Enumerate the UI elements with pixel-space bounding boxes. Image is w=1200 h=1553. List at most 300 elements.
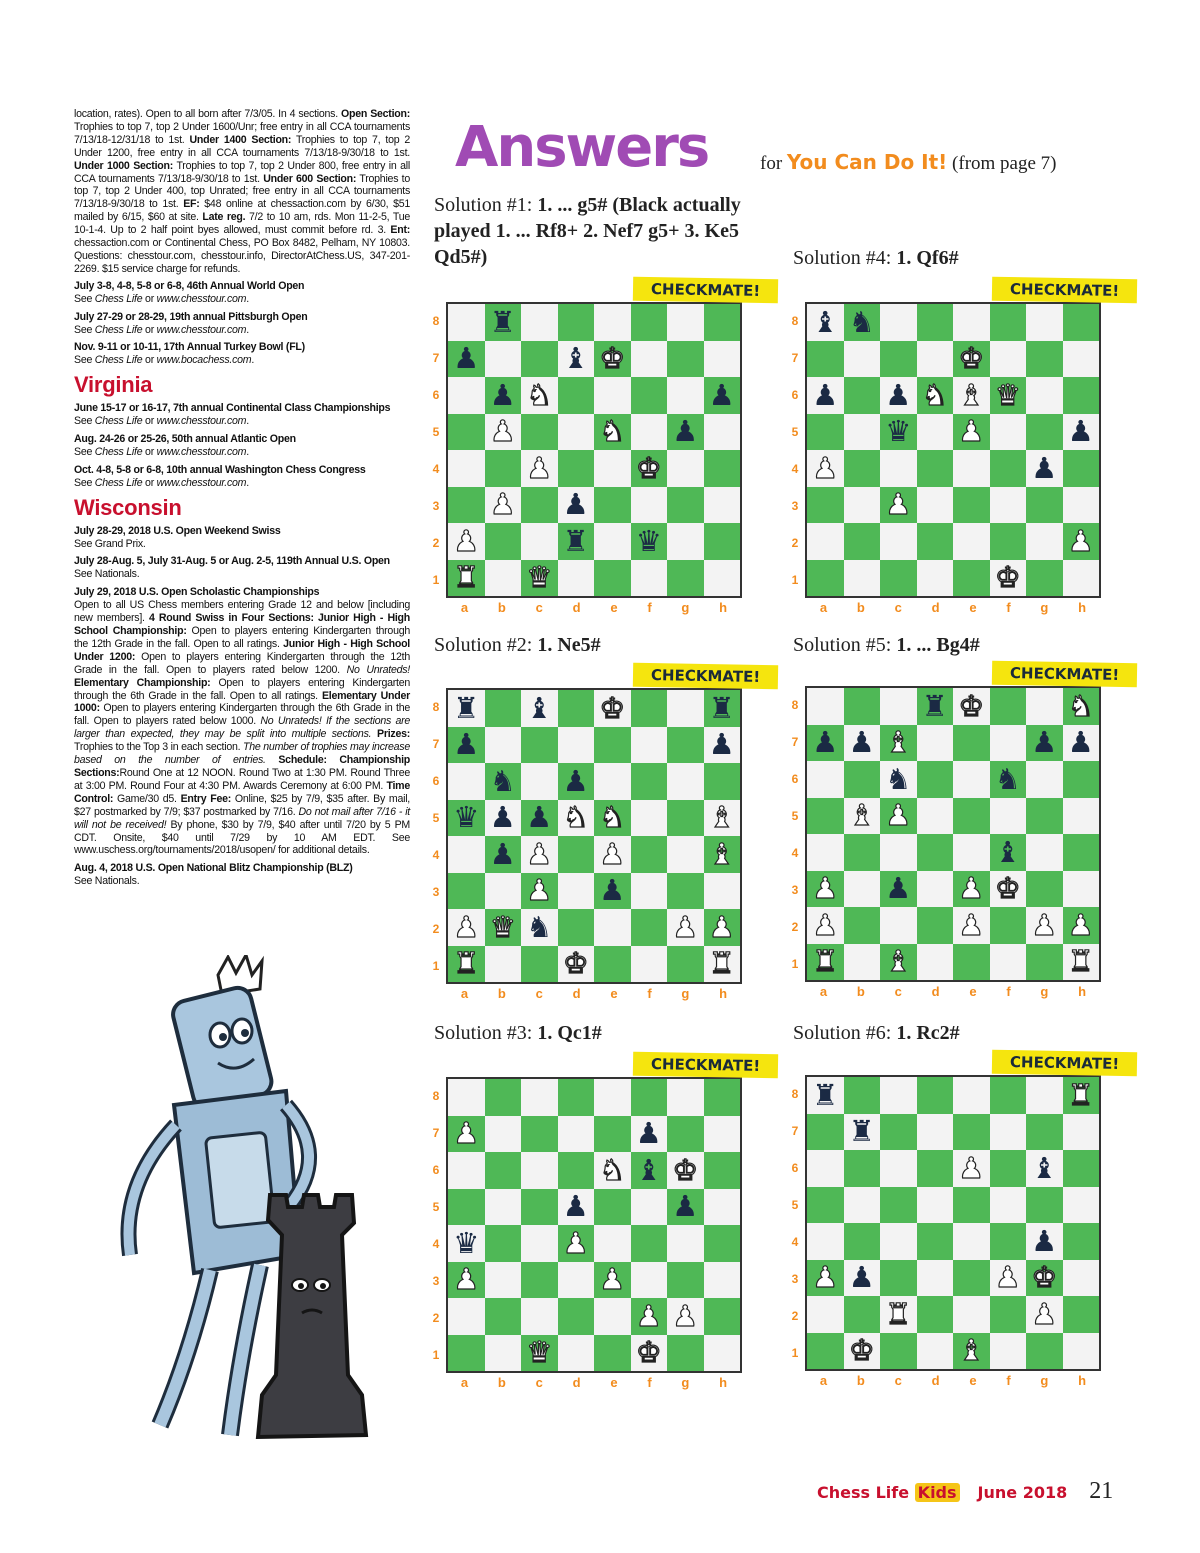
square-e3 bbox=[594, 487, 631, 524]
black-rook-icon: ♜ bbox=[562, 523, 589, 558]
square-f1 bbox=[631, 946, 668, 983]
square-h5 bbox=[704, 1189, 741, 1226]
square-f7 bbox=[631, 727, 668, 764]
square-g6 bbox=[1026, 761, 1063, 798]
square-g5 bbox=[667, 800, 704, 837]
square-h4 bbox=[704, 836, 741, 873]
square-f8 bbox=[990, 688, 1027, 725]
white-pawn-icon: ♟ bbox=[489, 414, 516, 449]
chess-board bbox=[432, 666, 774, 1008]
square-e1 bbox=[953, 944, 990, 981]
black-knight-icon: ♞ bbox=[526, 909, 553, 944]
square-a7 bbox=[807, 341, 844, 378]
square-b3 bbox=[844, 871, 881, 908]
square-a6 bbox=[807, 761, 844, 798]
square-b2 bbox=[485, 909, 522, 946]
square-d2 bbox=[558, 523, 595, 560]
square-c6 bbox=[880, 1150, 917, 1187]
square-c3 bbox=[521, 1262, 558, 1299]
square-a5 bbox=[807, 414, 844, 451]
black-pawn-icon: ♟ bbox=[812, 725, 839, 760]
rank-label: 2 bbox=[432, 921, 440, 936]
square-g2 bbox=[667, 1298, 704, 1335]
white-knight-icon: ♞ bbox=[1067, 688, 1094, 723]
rank-label: 4 bbox=[791, 845, 799, 860]
rank-label: 4 bbox=[432, 461, 440, 476]
file-labels bbox=[805, 600, 1101, 615]
square-f5 bbox=[990, 1187, 1027, 1224]
square-d4 bbox=[558, 836, 595, 873]
square-d4 bbox=[558, 450, 595, 487]
square-c2 bbox=[521, 523, 558, 560]
file-labels bbox=[805, 984, 1101, 999]
checkmate-banner: CHECKMATE! bbox=[633, 277, 779, 304]
square-d6 bbox=[558, 377, 595, 414]
rank-label: 5 bbox=[791, 1197, 799, 1212]
file-label: f bbox=[647, 986, 652, 1001]
square-g8 bbox=[667, 304, 704, 341]
black-pawn-icon: ♟ bbox=[526, 800, 553, 835]
white-pawn-icon: ♟ bbox=[958, 414, 985, 449]
board-grid bbox=[805, 686, 1101, 982]
square-c2 bbox=[880, 523, 917, 560]
white-bishop-icon: ♝ bbox=[885, 944, 912, 979]
white-pawn-icon: ♟ bbox=[489, 487, 516, 522]
square-f5 bbox=[631, 800, 668, 837]
square-a8 bbox=[448, 690, 485, 727]
white-pawn-icon: ♟ bbox=[453, 523, 480, 558]
file-label: g bbox=[681, 600, 690, 615]
white-pawn-icon: ♟ bbox=[526, 836, 553, 871]
rank-label: 5 bbox=[432, 1199, 440, 1214]
square-f1 bbox=[990, 1333, 1027, 1370]
square-d3 bbox=[917, 871, 954, 908]
white-bishop-icon: ♝ bbox=[848, 798, 875, 833]
black-pawn-icon: ♟ bbox=[672, 414, 699, 449]
file-label: c bbox=[894, 984, 902, 999]
square-d1 bbox=[558, 1335, 595, 1372]
square-c7 bbox=[880, 725, 917, 762]
chess-board bbox=[432, 1055, 774, 1397]
square-a8 bbox=[807, 304, 844, 341]
solution-caption: Solution #1: 1. ... g5# (Black actually played 1. ... Rf8+ 2. Nef7 g5+ 3. Ke5 Qd5#) bbox=[434, 194, 741, 268]
kids-badge: Kids bbox=[915, 1483, 960, 1502]
square-b4 bbox=[485, 1225, 522, 1262]
square-b6 bbox=[844, 377, 881, 414]
square-b5 bbox=[485, 1189, 522, 1226]
square-e8 bbox=[953, 1077, 990, 1114]
square-g4 bbox=[667, 1225, 704, 1262]
square-f4 bbox=[990, 1223, 1027, 1260]
page-title: Answers bbox=[455, 115, 709, 180]
file-label: c bbox=[535, 986, 543, 1001]
square-e6 bbox=[594, 1152, 631, 1189]
file-label: f bbox=[1006, 1373, 1011, 1388]
state-heading-wisconsin: Wisconsin bbox=[74, 494, 182, 520]
rank-label: 4 bbox=[791, 1234, 799, 1249]
square-f4 bbox=[631, 450, 668, 487]
square-b7 bbox=[844, 725, 881, 762]
square-b8 bbox=[844, 688, 881, 725]
square-c7 bbox=[521, 1116, 558, 1153]
square-e3 bbox=[953, 871, 990, 908]
rank-label: 6 bbox=[791, 771, 799, 786]
square-g5 bbox=[1026, 414, 1063, 451]
page-subtitle: for You Can Do It! (from page 7) bbox=[760, 150, 1057, 174]
square-c7 bbox=[521, 727, 558, 764]
white-pawn-icon: ♟ bbox=[708, 909, 735, 944]
square-f3 bbox=[990, 871, 1027, 908]
square-c1 bbox=[880, 944, 917, 981]
rank-label: 1 bbox=[432, 572, 440, 587]
square-c6 bbox=[521, 377, 558, 414]
square-g2 bbox=[667, 523, 704, 560]
rank-label: 3 bbox=[791, 882, 799, 897]
square-d1 bbox=[558, 946, 595, 983]
rank-labels bbox=[789, 302, 801, 598]
file-label: h bbox=[1078, 600, 1087, 615]
black-pawn-icon: ♟ bbox=[1031, 725, 1058, 760]
square-a4 bbox=[448, 450, 485, 487]
black-pawn-icon: ♟ bbox=[1031, 450, 1058, 485]
black-knight-icon: ♞ bbox=[885, 761, 912, 796]
square-a5 bbox=[448, 414, 485, 451]
black-pawn-icon: ♟ bbox=[453, 341, 480, 376]
file-label: a bbox=[819, 1373, 828, 1388]
black-pawn-icon: ♟ bbox=[562, 1189, 589, 1224]
rank-label: 2 bbox=[432, 1310, 440, 1325]
square-f7 bbox=[631, 341, 668, 378]
square-a4 bbox=[448, 1225, 485, 1262]
square-c2 bbox=[880, 907, 917, 944]
black-queen-icon: ♛ bbox=[453, 1225, 480, 1260]
square-a5 bbox=[448, 800, 485, 837]
square-g8 bbox=[667, 1079, 704, 1116]
file-label: h bbox=[1078, 1373, 1087, 1388]
square-d1 bbox=[558, 560, 595, 597]
square-e8 bbox=[594, 304, 631, 341]
black-rook-icon: ♜ bbox=[453, 690, 480, 725]
black-pawn-icon: ♟ bbox=[599, 873, 626, 908]
file-label: g bbox=[681, 1375, 690, 1390]
square-b8 bbox=[844, 304, 881, 341]
file-label: b bbox=[856, 1373, 865, 1388]
white-knight-icon: ♞ bbox=[921, 377, 948, 412]
file-label: c bbox=[535, 600, 543, 615]
square-h3 bbox=[704, 873, 741, 910]
square-a3 bbox=[807, 871, 844, 908]
rank-label: 5 bbox=[432, 810, 440, 825]
square-c4 bbox=[880, 1223, 917, 1260]
rank-label: 7 bbox=[791, 734, 799, 749]
black-pawn-icon: ♟ bbox=[1031, 1223, 1058, 1258]
square-d6 bbox=[917, 761, 954, 798]
rank-label: 6 bbox=[432, 1162, 440, 1177]
square-f4 bbox=[631, 1225, 668, 1262]
square-g4 bbox=[1026, 450, 1063, 487]
black-bishop-icon: ♝ bbox=[635, 1152, 662, 1187]
square-e4 bbox=[953, 1223, 990, 1260]
square-h4 bbox=[704, 1225, 741, 1262]
white-king-icon: ♚ bbox=[958, 688, 985, 723]
white-pawn-icon: ♟ bbox=[1067, 523, 1094, 558]
square-f8 bbox=[990, 1077, 1027, 1114]
square-f1 bbox=[631, 560, 668, 597]
square-a4 bbox=[807, 450, 844, 487]
square-g5 bbox=[667, 414, 704, 451]
square-b3 bbox=[485, 1262, 522, 1299]
rank-labels bbox=[430, 1077, 442, 1373]
file-label: h bbox=[1078, 984, 1087, 999]
file-label: d bbox=[572, 986, 581, 1001]
square-h1 bbox=[1063, 1333, 1100, 1370]
file-labels bbox=[446, 986, 742, 1001]
square-d7 bbox=[917, 1114, 954, 1151]
solution-caption: Solution #4: 1. Qf6# bbox=[793, 247, 959, 269]
rank-label: 7 bbox=[791, 350, 799, 365]
event-listings bbox=[74, 108, 410, 893]
square-e7 bbox=[953, 725, 990, 762]
black-pawn-icon: ♟ bbox=[562, 487, 589, 522]
square-h3 bbox=[1063, 1260, 1100, 1297]
rank-label: 1 bbox=[432, 958, 440, 973]
black-queen-icon: ♛ bbox=[885, 414, 912, 449]
rank-label: 4 bbox=[432, 1236, 440, 1251]
square-c1 bbox=[521, 560, 558, 597]
white-pawn-icon: ♟ bbox=[1031, 1296, 1058, 1331]
black-knight-icon: ♞ bbox=[994, 761, 1021, 796]
square-a5 bbox=[807, 798, 844, 835]
square-g6 bbox=[667, 377, 704, 414]
square-d7 bbox=[558, 727, 595, 764]
file-label: b bbox=[497, 1375, 506, 1390]
rank-label: 2 bbox=[432, 535, 440, 550]
square-d3 bbox=[558, 873, 595, 910]
square-f5 bbox=[631, 1189, 668, 1226]
square-e6 bbox=[953, 1150, 990, 1187]
square-f2 bbox=[990, 907, 1027, 944]
black-knight-icon: ♞ bbox=[848, 304, 875, 339]
white-rook-icon: ♜ bbox=[1067, 944, 1094, 979]
file-label: a bbox=[819, 600, 828, 615]
square-a1 bbox=[807, 944, 844, 981]
square-g6 bbox=[1026, 1150, 1063, 1187]
white-rook-icon: ♜ bbox=[885, 1296, 912, 1331]
rank-label: 5 bbox=[432, 424, 440, 439]
square-a7 bbox=[448, 727, 485, 764]
file-label: b bbox=[497, 986, 506, 1001]
square-c3 bbox=[880, 1260, 917, 1297]
square-e2 bbox=[953, 1296, 990, 1333]
square-h4 bbox=[1063, 1223, 1100, 1260]
square-g8 bbox=[1026, 304, 1063, 341]
square-g5 bbox=[1026, 1187, 1063, 1224]
rank-label: 3 bbox=[432, 1273, 440, 1288]
square-b8 bbox=[485, 304, 522, 341]
file-label: c bbox=[535, 1375, 543, 1390]
board-grid bbox=[446, 688, 742, 984]
white-pawn-icon: ♟ bbox=[672, 1298, 699, 1333]
rank-label: 6 bbox=[791, 387, 799, 402]
square-h5 bbox=[1063, 1187, 1100, 1224]
square-g3 bbox=[1026, 871, 1063, 908]
rank-labels bbox=[789, 686, 801, 982]
square-e7 bbox=[594, 341, 631, 378]
rank-label: 1 bbox=[791, 572, 799, 587]
black-bishop-icon: ♝ bbox=[1031, 1150, 1058, 1185]
white-queen-icon: ♛ bbox=[526, 560, 553, 595]
square-h3 bbox=[1063, 487, 1100, 524]
square-a1 bbox=[448, 1335, 485, 1372]
square-c8 bbox=[521, 1079, 558, 1116]
white-king-icon: ♚ bbox=[599, 690, 626, 725]
square-d2 bbox=[917, 1296, 954, 1333]
page-footer: Chess Life Kids June 2018 21 bbox=[817, 1478, 1114, 1504]
you-can-do-it-label: You Can Do It! bbox=[786, 150, 948, 174]
square-d4 bbox=[917, 1223, 954, 1260]
square-f2 bbox=[990, 523, 1027, 560]
rank-label: 4 bbox=[432, 847, 440, 862]
square-h4 bbox=[704, 450, 741, 487]
square-g1 bbox=[667, 1335, 704, 1372]
square-b5 bbox=[844, 1187, 881, 1224]
square-g5 bbox=[1026, 798, 1063, 835]
white-bishop-icon: ♝ bbox=[958, 377, 985, 412]
square-a4 bbox=[807, 1223, 844, 1260]
square-h8 bbox=[704, 1079, 741, 1116]
square-a2 bbox=[448, 1298, 485, 1335]
file-label: e bbox=[610, 600, 618, 615]
square-h3 bbox=[704, 1262, 741, 1299]
square-f3 bbox=[631, 487, 668, 524]
white-knight-icon: ♞ bbox=[599, 414, 626, 449]
square-a6 bbox=[448, 377, 485, 414]
square-a6 bbox=[807, 1150, 844, 1187]
square-h5 bbox=[1063, 414, 1100, 451]
board-grid bbox=[805, 302, 1101, 598]
square-h2 bbox=[1063, 523, 1100, 560]
square-c6 bbox=[521, 763, 558, 800]
square-b2 bbox=[485, 1298, 522, 1335]
square-g4 bbox=[1026, 834, 1063, 871]
square-a5 bbox=[448, 1189, 485, 1226]
square-c8 bbox=[521, 690, 558, 727]
chess-board bbox=[791, 664, 1133, 1006]
square-a5 bbox=[807, 1187, 844, 1224]
white-king-icon: ♚ bbox=[958, 341, 985, 376]
square-g7 bbox=[1026, 341, 1063, 378]
square-b1 bbox=[844, 560, 881, 597]
intro-paragraph: location, rates). Open to all born after 7/3/05. In 4 sections. Open Section: Trophies to top 7, top 2 Under 1600/Unr; free entry in all CCA tournaments 7/13/18-12/31/18 to 1st. Under 1400 Section: Trophies to top 7, top 2 Under 1200, free entry in all CCA tournaments 7/13/18-9/30/18 to 1st. Under 1000 Section: Trophies to top 7, top 2 Under 800, free entry in all CCA tournaments 7/13/18-9/30/18 to 1st. Under 600 Section: Trophies to top 7, top 2 Under 400, top Unrated; free entry in all CCA tournaments 7/13/18-9/30/18 to 1st. EF: $48 online at chessaction.com by 6/30, $51 mailed by 6/15, $60 at site. Late reg. 7/2 to 10 am, rds. Mon 11-2-5, Tue 10-1-4. Up to 2 half point byes allowed, must commit before rd. 3. Ent: chessaction.com or Continental Chess, PO Box 8482, Pelham, NY 10803. Questions: chesstour.com, chesstour.info, DirectorAtChess.US, 347-201-2269. $15 service charge for refunds. bbox=[74, 108, 411, 275]
square-e5 bbox=[953, 1187, 990, 1224]
square-f2 bbox=[631, 1298, 668, 1335]
square-c4 bbox=[880, 834, 917, 871]
board-grid bbox=[446, 1077, 742, 1373]
black-rook-icon: ♜ bbox=[489, 304, 516, 339]
square-c8 bbox=[880, 304, 917, 341]
square-f4 bbox=[990, 834, 1027, 871]
square-d1 bbox=[917, 560, 954, 597]
square-d8 bbox=[917, 688, 954, 725]
square-c1 bbox=[880, 1333, 917, 1370]
square-b6 bbox=[485, 377, 522, 414]
square-d2 bbox=[558, 909, 595, 946]
square-a2 bbox=[807, 523, 844, 560]
square-g3 bbox=[1026, 1260, 1063, 1297]
square-a6 bbox=[807, 377, 844, 414]
square-e5 bbox=[594, 414, 631, 451]
rank-label: 1 bbox=[791, 956, 799, 971]
square-e3 bbox=[594, 873, 631, 910]
chess-board bbox=[791, 1053, 1133, 1395]
square-c2 bbox=[521, 1298, 558, 1335]
black-pawn-icon: ♟ bbox=[812, 377, 839, 412]
white-pawn-icon: ♟ bbox=[812, 871, 839, 906]
square-e3 bbox=[953, 487, 990, 524]
square-e3 bbox=[953, 1260, 990, 1297]
file-label: f bbox=[1006, 984, 1011, 999]
rank-label: 7 bbox=[432, 350, 440, 365]
square-h6 bbox=[1063, 761, 1100, 798]
file-label: g bbox=[1040, 1373, 1049, 1388]
rank-labels bbox=[430, 302, 442, 598]
event-entry-scholastic: July 29, 2018 U.S. Open Scholastic Championships Open to all US Chess members entering Grade 12 and below [including new members]. 4 Round Swiss in Four Sections: Junior High - High School Championship: Open to players entering Kindergarten through the 12th Grade in the fall. Open to all ratings. Junior High - High School Under 1200: Open to players entering Kindergarten through the 12th Grade in the fall. Open to players rated below 1200. No Unrateds! Elementary Championship: Open to players entering Kindergarten through the 6th Grade in the fall. Open to all ratings. Elementary Under 1000: Open to players entering Kindergarten through the 6th Grade in the fall. Open to players rated below 1000. No Unrateds! If the sections are larger than expected, they may be split into multiple sections. Prizes: Trophies to the Top 3 in each section. The number of trophies may increase based on the number of entries. Schedule: Championship Sections:Round One at 12 NOON. Round Two at 1:30 PM. Round Three at 3:00 PM. Round Four at 4:30 PM. Awards Ceremony at 6:00 PM. Time Control: Game/30 d5. Entry Fee: Online, $25 by 7/9, $35 after. By mail, $27 postmarked by 7/9; $37 postmarked by 7/16. Do not mail after 7/16 - it will not be received! By phone, $30 by 7/9, $40 after until 7/20 by 5 PM CDT. Onsite, $40 until 7/29 by 10 AM EDT. See www.uschess.org/tournaments/2018/usopen/ for additional details. bbox=[74, 586, 411, 857]
square-f5 bbox=[990, 798, 1027, 835]
square-f3 bbox=[631, 873, 668, 910]
rank-label: 6 bbox=[432, 773, 440, 788]
square-f7 bbox=[990, 341, 1027, 378]
square-h5 bbox=[704, 800, 741, 837]
white-queen-icon: ♛ bbox=[994, 377, 1021, 412]
square-f2 bbox=[631, 523, 668, 560]
square-f6 bbox=[990, 761, 1027, 798]
square-d1 bbox=[917, 944, 954, 981]
black-pawn-icon: ♟ bbox=[1067, 414, 1094, 449]
square-f6 bbox=[990, 377, 1027, 414]
square-e4 bbox=[594, 450, 631, 487]
rank-label: 3 bbox=[432, 498, 440, 513]
square-c4 bbox=[521, 450, 558, 487]
white-pawn-icon: ♟ bbox=[453, 1116, 480, 1151]
white-knight-icon: ♞ bbox=[599, 800, 626, 835]
square-g1 bbox=[667, 560, 704, 597]
square-a3 bbox=[448, 487, 485, 524]
white-pawn-icon: ♟ bbox=[812, 1260, 839, 1295]
square-d7 bbox=[558, 1116, 595, 1153]
square-g6 bbox=[1026, 377, 1063, 414]
square-e6 bbox=[594, 377, 631, 414]
white-king-icon: ♚ bbox=[635, 450, 662, 485]
square-d8 bbox=[917, 304, 954, 341]
rank-label: 8 bbox=[791, 1086, 799, 1101]
rank-label: 5 bbox=[791, 808, 799, 823]
black-knight-icon: ♞ bbox=[489, 763, 516, 798]
rank-label: 7 bbox=[432, 1125, 440, 1140]
square-g1 bbox=[1026, 560, 1063, 597]
square-h1 bbox=[704, 560, 741, 597]
solution-caption: Solution #6: 1. Rc2# bbox=[793, 1022, 960, 1044]
event-entry: Aug. 24-26 or 25-26, 50th annual Atlantic Open See Chess Life or www.chesstour.com. bbox=[74, 433, 296, 458]
square-h6 bbox=[704, 377, 741, 414]
event-entry: Nov. 9-11 or 10-11, 17th Annual Turkey Bowl (FL) See Chess Life or www.bocachess.com. bbox=[74, 341, 305, 367]
square-b1 bbox=[485, 1335, 522, 1372]
white-knight-icon: ♞ bbox=[526, 377, 553, 412]
square-g8 bbox=[1026, 1077, 1063, 1114]
white-king-icon: ♚ bbox=[1031, 1260, 1058, 1295]
square-e3 bbox=[594, 1262, 631, 1299]
square-b6 bbox=[485, 763, 522, 800]
white-pawn-icon: ♟ bbox=[526, 450, 553, 485]
